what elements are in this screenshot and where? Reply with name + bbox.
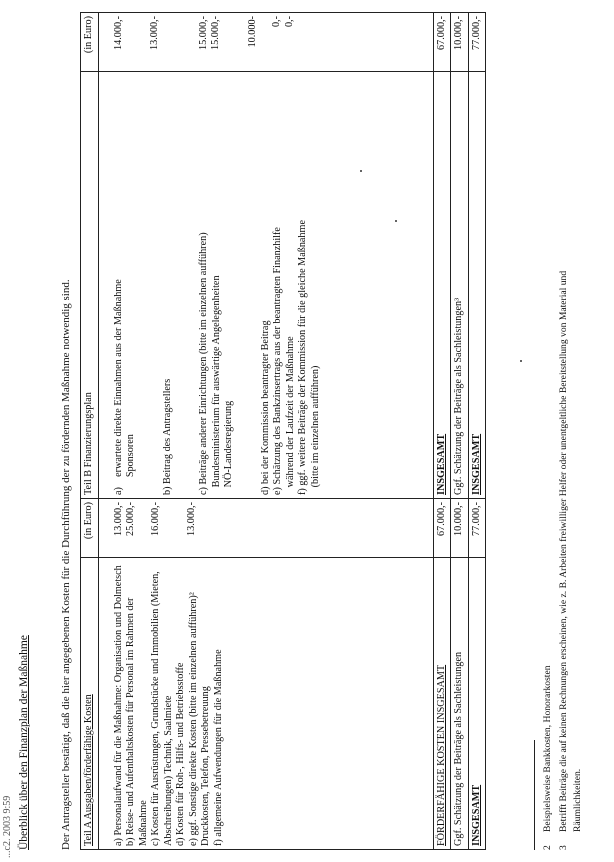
table-row-totals: [433, 13, 451, 850]
cost-c-line-2: Abschreibungen) Technik, Saalmiete: [162, 695, 174, 846]
fin-e-value: 0,-: [271, 16, 282, 28]
fin-a-line-2: Sponsoren: [125, 434, 136, 495]
footnote-3: [558, 271, 569, 850]
financing-values: [98, 13, 433, 72]
cost-e-value: 13.000,-: [186, 502, 197, 536]
document-title: Überblick über den Finanzplan der Maßnahme: [18, 635, 30, 850]
table-header-row: [81, 13, 99, 850]
cost-values: [98, 499, 433, 558]
fin-c-line-2: Bundesministerium für auswärtige Angelegenheiten: [210, 275, 222, 495]
fin-d-line: d) bei der Kommission beantragter Beitrag: [259, 320, 271, 495]
cost-a-value: 13.000,-: [112, 502, 124, 536]
fin-c-line-3: NÖ-Landesregierung: [223, 400, 234, 495]
fin-d-value: 10.000-: [246, 16, 258, 48]
fin-c-line-1: c) Beiträge anderer Einrichtungen (bitte im einzelnen aufführen): [198, 232, 209, 495]
inkind-b-label: Ggf. Schätzung der Beiträge als Sachleistungen³: [451, 72, 469, 499]
grand-b-label: INSGESAMT: [468, 72, 486, 499]
financing-table: [80, 12, 486, 850]
cost-b-line-1: b) Reise- und Aufenthaltskosten für Personal im Rahmen der: [125, 597, 136, 846]
total-costs-value: 67.000,-: [433, 499, 451, 558]
cost-e-line-1: e) ggf. Sonstige direkte Kosten (bitte im einzelnen aufführen)²: [187, 592, 199, 846]
cost-f-line: f) allgemeine Aufwendungen für die Maßnahme: [212, 649, 224, 846]
fin-f-value: 0,-: [283, 16, 295, 28]
cost-c-line-1: c) Kosten für Ausrüstungen, Grundstücke und Immobilien (Mieten,: [150, 571, 161, 846]
scan-speck: [360, 170, 362, 172]
fin-c-value-1: 15.000,-: [197, 16, 209, 50]
fin-b-value: 13.000,-: [149, 16, 160, 50]
col-b-unit: (in Euro): [81, 13, 99, 72]
footnote-2-text: Beispielsweise Bankkosten, Honorarkosten: [542, 665, 553, 832]
col-b-title: Teil B Finanzierungsplan: [83, 392, 94, 495]
footnote-3-continued: [572, 769, 583, 850]
cost-c-value: 16.000,-: [149, 502, 161, 536]
cost-b-value: 25.000,-: [125, 502, 136, 536]
fin-b-line: b) Beitrag des Antragstellers: [161, 378, 173, 495]
inkind-a-label: Ggf. Schätzung der Beiträge als Sachleistungen: [451, 558, 469, 850]
table-row-inkind: [451, 13, 469, 850]
fin-c-value-2: 15.000,-: [210, 16, 221, 50]
footnote-2: [542, 665, 553, 850]
fin-a-value: 14.000,-: [112, 16, 124, 50]
financing-items: [98, 72, 433, 499]
cost-a-line-1: a) Personalaufwand für die Maßnahme: Organisation und Dolmetsch: [112, 565, 124, 846]
scan-speck: [395, 220, 397, 222]
col-b-title-cell: [81, 72, 99, 499]
cost-d-line: d) Kosten für Roh-, Hilfs- und Betriebsstoffe: [175, 662, 186, 846]
grand-b-value: 77.000,-: [468, 13, 486, 72]
fin-e-line-1: e) Schätzung des Bankzinsertrags aus der beantragten Finanzhilfe: [272, 227, 283, 495]
fin-f-line-1: f) ggf. weitere Beiträge der Kommission für die gleiche Maßnahme: [297, 220, 308, 495]
footnote-2-mark: 2: [542, 845, 553, 850]
col-a-unit: (in Euro): [81, 499, 99, 558]
table-row-grand-total: [468, 13, 486, 850]
scan-speck: [520, 360, 522, 362]
scan-header: ...c2. 2003 9:59: [2, 795, 13, 858]
table-row-details: [98, 13, 433, 850]
fin-e-line-2: während der Laufzeit der Maßnahme: [284, 336, 296, 495]
cost-e-line-2: Druckkosten, Telefon, Pressebetreuung: [200, 686, 211, 846]
footnote-divider: [534, 740, 535, 850]
fin-f-line-2: (bitte im einzelnen aufführen): [309, 365, 321, 495]
fin-a-line-1: a) erwartete direkte Einnahmen aus der Maßnahme: [112, 279, 124, 495]
footnote-3-text-2: Räumlichkeiten.: [572, 768, 583, 832]
inkind-a-value: 10.000,-: [451, 499, 469, 558]
cost-items: [98, 558, 433, 850]
total-fin-value: 67.000,-: [433, 13, 451, 72]
grand-a-label: INSGESAMT: [468, 558, 486, 850]
footnote-3-text: Betrifft Beiträge die auf keinen Rechnungen erscheinen, wie z. B. Arbeiten freiwilliger Helfer oder unentgeltliche Bereitstellung von Material und: [558, 270, 569, 832]
col-a-title: Teil A Ausgaben/förderfähige Kosten: [81, 558, 99, 850]
cost-b-line-2: Maßnahme: [137, 800, 149, 846]
total-fin-label: INSGESAMT: [433, 72, 451, 499]
intro-text: Der Antragsteller bestätigt, daß die hier angegebenen Kosten für die Durchführung der zu fördernden Maßnahme notwendig sind.: [60, 279, 72, 850]
grand-a-value: 77.000,-: [468, 499, 486, 558]
inkind-b-value: 10.000,-: [451, 13, 469, 72]
footnote-3-mark: 3: [558, 845, 569, 850]
total-costs-label: FÖRDERFÄHIGE KOSTEN INSGESAMT: [433, 558, 451, 850]
